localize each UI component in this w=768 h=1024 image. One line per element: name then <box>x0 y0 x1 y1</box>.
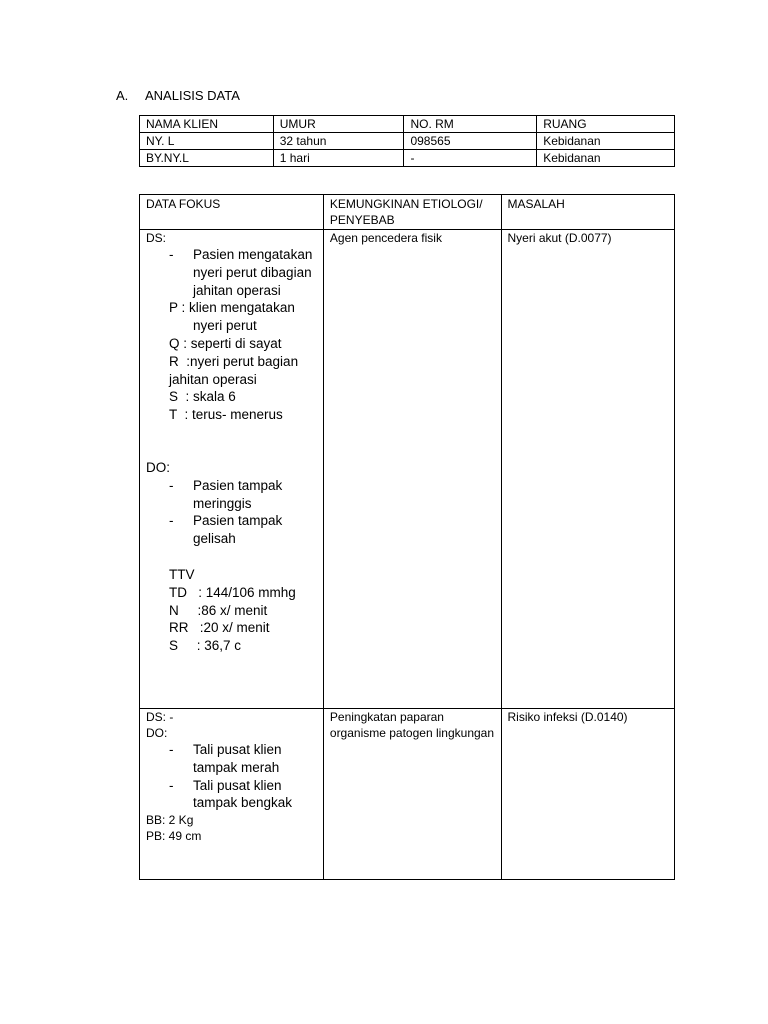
etiologi-cell: Peningkatan paparan organisme patogen lingkungan <box>323 709 501 880</box>
table-row <box>140 133 675 150</box>
do-item-text: Tali pusat klien tampak bengkak <box>193 777 293 811</box>
dash-bullet: - <box>169 477 174 493</box>
table-header-row <box>140 116 675 133</box>
dash-bullet: - <box>169 742 174 757</box>
table-header-row <box>140 195 675 230</box>
header-etiologi <box>323 195 501 230</box>
dash-bullet: - <box>169 247 174 262</box>
ttv-s: S : 36,7 c <box>169 638 242 654</box>
pain-s: S : skala 6 <box>169 389 236 405</box>
dash-bullet: - <box>169 777 174 793</box>
data-fokus-cell <box>140 230 324 709</box>
header-umur: UMUR <box>273 116 404 133</box>
etiologi-cell: Agen pencedera fisik <box>323 230 501 709</box>
ttv-td: TD : 144/106 mmhg <box>169 584 296 600</box>
cell-no-rm: - <box>404 150 537 167</box>
header-nama-klien: NAMA KLIEN <box>140 116 274 133</box>
dash-bullet: - <box>169 513 174 529</box>
table-row <box>140 709 675 880</box>
list-item <box>146 741 317 777</box>
do-label: DO: <box>146 726 168 740</box>
pain-t: T : terus- menerus <box>169 407 283 423</box>
cell-nama: BY.NY.L <box>140 150 274 167</box>
section-heading <box>116 88 240 103</box>
section-title: ANALISIS DATA <box>145 88 240 103</box>
bb-value: BB: 2 Kg <box>146 813 194 828</box>
ttv-n: N :86 x/ menit <box>169 602 268 618</box>
ttv-label: TTV <box>169 566 195 582</box>
cell-umur: 1 hari <box>273 150 404 167</box>
do-item-text: Pasien tampak gelisah <box>193 513 283 547</box>
data-fokus-cell <box>140 709 324 880</box>
list-item <box>146 777 317 813</box>
cell-ruang: Kebidanan <box>537 150 675 167</box>
header-masalah: MASALAH <box>501 195 675 230</box>
analysis-table <box>139 194 675 880</box>
ds-label: DS: <box>146 231 167 245</box>
table-row <box>140 230 675 709</box>
cell-ruang: Kebidanan <box>537 133 675 150</box>
cell-no-rm: 098565 <box>404 133 537 150</box>
ds-item-text: Pasien mengatakan nyeri perut dibagian jahitan operasi <box>193 247 313 298</box>
list-item <box>146 512 317 548</box>
pain-p: P : klien mengatakan <box>169 300 295 316</box>
list-item <box>146 477 317 513</box>
cell-umur: 32 tahun <box>273 133 404 150</box>
pain-r-cont: jahitan operasi <box>169 371 257 387</box>
header-data-fokus: DATA FOKUS <box>140 195 324 230</box>
masalah-cell: Risiko infeksi (D.0140) <box>501 709 675 880</box>
patient-table <box>139 115 675 167</box>
ds-label: DS: - <box>146 710 174 724</box>
ttv-rr: RR :20 x/ menit <box>169 620 270 636</box>
header-etiologi-line2: PENYEBAB <box>329 213 395 227</box>
cell-nama: NY. L <box>140 133 274 150</box>
do-label: DO: <box>146 459 171 475</box>
table-row <box>140 150 675 167</box>
pb-value: PB: 49 cm <box>146 829 202 844</box>
masalah-cell: Nyeri akut (D.0077) <box>501 230 675 709</box>
pain-p-cont: nyeri perut <box>193 318 257 334</box>
header-etiologi-line1: KEMUNGKINAN ETIOLOGI/ <box>329 197 483 211</box>
do-item-text: Pasien tampak meringgis <box>193 477 283 511</box>
pain-r: R :nyeri perut bagian <box>169 353 299 369</box>
header-no-rm: NO. RM <box>404 116 537 133</box>
pain-q: Q : seperti di sayat <box>169 335 282 351</box>
list-item <box>146 246 317 299</box>
do-item-text: Tali pusat klien tampak merah <box>193 742 282 775</box>
header-ruang: RUANG <box>537 116 675 133</box>
section-number: A. <box>116 88 129 103</box>
